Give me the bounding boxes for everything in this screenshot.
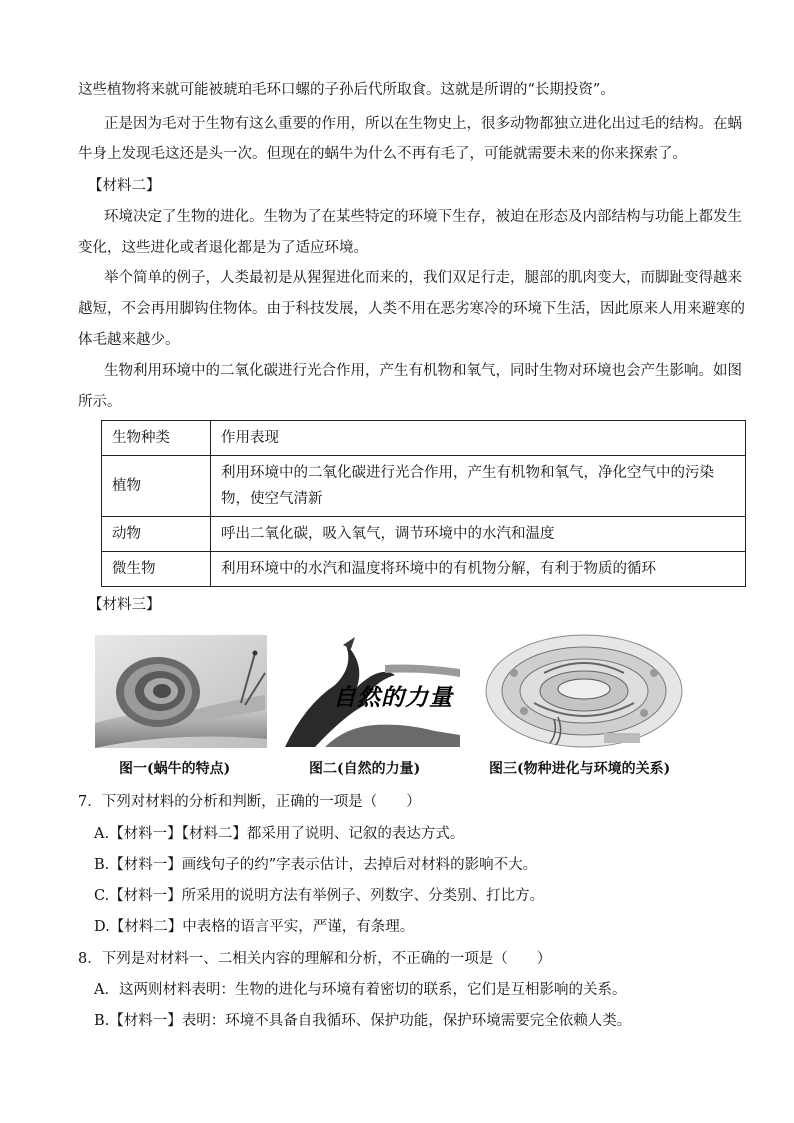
table-cell: 呼出二氧化碳，吸入氧气，调节环境中的水汽和温度 (211, 517, 746, 552)
paragraph-line: 举个简单的例子，人类最初是从猩猩进化而来的，我们双足行走，腿部的肌肉变大，而脚趾变得越来 (104, 270, 742, 286)
figure-three-caption: 图三(物种进化与环境的关系) (489, 761, 671, 777)
paragraph-line: 环境决定了生物的进化。生物为了在某些特定的环境下生存，被迫在形态及内部结构与功能上都发生 (104, 209, 742, 225)
table-header-row (102, 421, 746, 456)
nature-power-title: 自然的力量 (333, 685, 453, 711)
paragraph-line: 所示。 (78, 394, 122, 410)
question-8: 8．下列是对材料一、二相关内容的理解和分析，不正确的一项是（ ） (78, 951, 552, 967)
table-cell: 利用环境中的水汽和温度将环境中的有机物分解，有利于物质的循环 (211, 552, 746, 587)
q7-option-a: A.【材料一】【材料二】都采用了说明、记叙的表达方式。 (94, 826, 465, 842)
table-header-cell: 作用表现 (211, 421, 746, 456)
q7-option-b: B.【材料一】画线句子的约”字表示估计，去掉后对材料的影响不大。 (94, 857, 538, 873)
nature-power-figure (285, 635, 460, 747)
figure-two-caption: 图二(自然的力量) (309, 761, 421, 777)
question-7: 7．下列对材料的分析和判断，正确的一项是（ ） (78, 794, 421, 810)
paragraph-line: 这些植物将来就可能被琥珀毛环口螺的子孙后代所取食。这就是所谓的“长期投资”。 (78, 82, 615, 98)
table-row (102, 517, 746, 552)
table-header-cell: 生物种类 (102, 421, 211, 456)
table-cell: 动物 (102, 517, 211, 552)
figure-one-caption: 图一(蜗牛的特点) (119, 761, 231, 777)
organism-role-table (101, 420, 746, 587)
paragraph-line: 越短，不会再用脚钩住物体。由于科技发展，人类不用在恶劣寒冷的环境下生活，因此原来人用来避寒的 (78, 301, 745, 317)
paragraph-line: 正是因为毛对于生物有这么重要的作用，所以在生物史上，很多动物都独立进化出过毛的结构。在蜗 (104, 116, 742, 132)
q7-option-c: C.【材料一】所采用的说明方法有举例子、列数字、分类别、打比方。 (94, 888, 545, 904)
paragraph-line: 生物利用环境中的二氧化碳进行光合作用，产生有机物和氧气，同时生物对环境也会产生影响。如图 (104, 363, 742, 379)
q7-option-d: D.【材料二】中表格的语言平实，严谨，有条理。 (94, 919, 415, 935)
q8-option-a: A．这两则材料表明：生物的进化与环境有着密切的联系，它们是互相影响的关系。 (94, 982, 627, 998)
snail-figure (95, 635, 267, 748)
table-row (102, 552, 746, 587)
q8-option-b: B.【材料一】表明：环境不具备自我循环、保护功能，保护环境需要完全依赖人类。 (94, 1013, 632, 1029)
table-cell: 植物 (102, 456, 211, 517)
table-cell: 微生物 (102, 552, 211, 587)
paragraph-line: 变化，这些进化或者退化都是为了适应环境。 (78, 240, 368, 256)
material-two-heading: 【材料二】 (88, 178, 161, 194)
material-three-heading: 【材料三】 (88, 597, 161, 613)
paragraph-line: 牛身上发现毛这还是头一次。但现在的蜗牛为什么不再有毛了，可能就需要未来的你来探索了。 (78, 146, 687, 162)
table-cell: 利用环境中的二氧化碳进行光合作用，产生有机物和氧气，净化空气中的污染物，使空气清新 (211, 456, 746, 517)
paragraph-line: 体毛越来越少。 (78, 332, 180, 348)
evolution-spiral-figure (484, 633, 684, 751)
table-row (102, 456, 746, 517)
